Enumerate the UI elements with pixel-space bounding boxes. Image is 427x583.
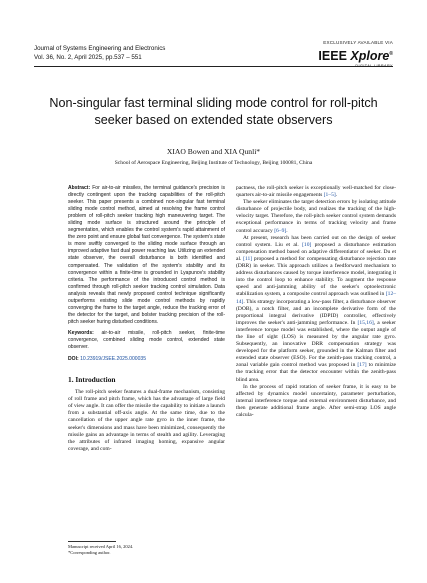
doi (68, 356, 225, 362)
logo-registered: ® (389, 51, 393, 57)
keywords-text: air-to-air missile, roll-pitch seeker, finite-time convergence, combined sliding mode control, extended state observer. (68, 329, 225, 351)
keywords (68, 330, 225, 351)
logo-xplore: Xplore (350, 49, 390, 64)
text-span: , a seeker interference torque model was established, where the output angle of the line of sight (LOS) is measured by the angular rate gyro. Subsequently, an innovative DRR compensation strategy was developed for the platform seeker, grounded in the Kalman filter and extended state observer (ESO). For the zenith-pass tracking control, a zonal variable gain control method was proposed in (236, 319, 396, 369)
text-span: pactness, the roll-pitch seeker is exceptionally well-matched for close-quarters air-to-air missile engagements (236, 185, 396, 199)
footnote-divider (68, 541, 116, 542)
doi-link[interactable]: 10.23919/JSEE.2025.000035 (80, 356, 147, 363)
doi-label: DOI: (68, 356, 79, 363)
right-paragraph-1 (236, 185, 396, 199)
text-span: to minimize the tracking error that the detector encounter within the zenith-pass blind area. (236, 362, 396, 383)
text-span: proposed a method for compensating disturbance rejection rate (DRR) in seeker. This approach utilizes a feedforward mechanism to address disturbances caused by torque interference model, integrating it into the control loop to enhance stability. To augment the response speed and anti-jamming ability of the seeker's optoelectronic stabilization system, a composite control approach was outlined in (236, 255, 396, 298)
text-span: . This strategy incorporating a low-pass filter, a disturbance observer (DOB), a notch filter, and an incomplete derivative form of the proportional integral derivative (IDPID) controller, effectively improves the seeker's anti-jamming performance. In (236, 298, 396, 326)
footnote-corresponding: *Corresponding author. (68, 550, 111, 555)
right-paragraph-4: In the process of rapid rotation of seeker frame, it is easy to be affected by dynamics model uncertainty, parameter perturbation, internal interference torque and external environment disturbance, and then generate additional frame angle. After semi-strap LOS angle calcula- (236, 383, 396, 418)
keywords-label: Keywords: (68, 329, 94, 336)
paper-authors: XIAO Bowen and XIA Qunli* (166, 147, 261, 156)
logo-ieee: IEEE (318, 49, 347, 64)
footnote-received: Manuscript received April 16, 2024. (68, 544, 134, 549)
volume-line: Vol. 36, No. 2, April 2025, pp.537 – 551 (34, 54, 142, 61)
exclusive-text: EXCLUSIVELY AVAILABLE VIA (323, 40, 393, 45)
text-span: The seeker eliminates the target detection errors by isolating attitude disturbance of projectile body, and realizes the tracking of the high-velocity target. Therefore, the roll-pitch seeker control system demands exceptional performance in terms of tracking velocity and frame control accuracy (236, 199, 396, 234)
citation-link[interactable]: [1–5] (323, 192, 336, 199)
abstract-label: Abstract: (68, 185, 91, 191)
left-column (68, 185, 225, 453)
journal-name: Journal of Systems Engineering and Electronics (34, 45, 166, 52)
text-span: proposed a disturbance estimation compensation method based on adaptive differentiator of seeker. Du et al. (236, 241, 396, 262)
abstract-text: For air-to-air missiles, the terminal guidance's precision is directly contingent upon the tracking capabilities of the roll-pitch seeker. This paper presents a combined non-singular fast terminal sliding mode control method, aimed at resolving the frame control problem of roll-pitch seeker tracking high maneuvering target. The sliding mode surface is structured around the principle of segmentation, which enables the control system's rapid attainment of the zero point and ensure global fast convergence. The system's state is more swiftly converged to the sliding mode surface through an improved adaptive fast dual power reaching law. Utilizing an extended state observer, the overall disturbance is both identified and compensated. The validation of the system's stability and its convergence within a finite-time is grounded in Lyapunov's stability criteria. The performance of the introduced control method is confirmed through roll-pitch seeker tracking control simulation. Data analysis reveals that newly proposed control technique significantly outperforms existing slide mode control methods by rapidly converging the frame to the target angle, reduce the tracking error of the detector for the target, and bolster tracking precision of the roll-pitch seeker huring disturbed conditions. (68, 185, 225, 325)
paper-title: Non-singular fast terminal sliding mode control for roll-pitch seeker based on extended state observers (49, 96, 378, 127)
right-paragraph-3 (236, 235, 396, 384)
paper-affiliation: School of Aerospace Engineering, Beijing Institute of Technology, Beijing 100081, China (114, 160, 313, 166)
digital-library-text: DIGITAL LIBRARY (355, 64, 393, 69)
ieee-xplore-badge[interactable] (283, 40, 393, 68)
section-heading-introduction: 1. Introduction (68, 375, 116, 385)
text-span: . (335, 192, 338, 199)
journal-header (34, 44, 165, 62)
intro-paragraph: The roll-pitch seeker features a dual-frame mechanism, consisting of roll frame and pitch frame, which has the advantage of large field of view angle. It can offer the missile the capability to initiate a launch from a substantial off-axis angle. At the same time, due to the cancellation of the upper angle rate gyro in the inner frame, the seeker's dimensions and mass have been minimized, consequently the missile gains an advantage in terms of stealth and agility. Leveraging the attributes of infrared imaging homing, expansive angular coverage, and com- (68, 389, 225, 452)
citation-link[interactable]: [10] (302, 241, 312, 248)
right-column (236, 185, 396, 419)
citation-link[interactable]: [11] (243, 255, 253, 262)
header-divider (34, 66, 393, 67)
text-span: . (286, 227, 288, 234)
right-paragraph-2 (236, 199, 396, 234)
footnotes (68, 544, 133, 556)
ieee-xplore-logo (283, 48, 393, 63)
citation-link[interactable]: [12–14] (236, 291, 396, 305)
abstract (68, 185, 225, 326)
citation-link[interactable]: [15,16] (357, 319, 374, 326)
citation-link[interactable]: [6–9] (274, 227, 287, 234)
intro-body (68, 389, 225, 453)
citation-link[interactable]: [17] (357, 362, 367, 369)
text-span: At present, research has been carried out on the design of seeker control system. Liu et al. (236, 234, 396, 248)
